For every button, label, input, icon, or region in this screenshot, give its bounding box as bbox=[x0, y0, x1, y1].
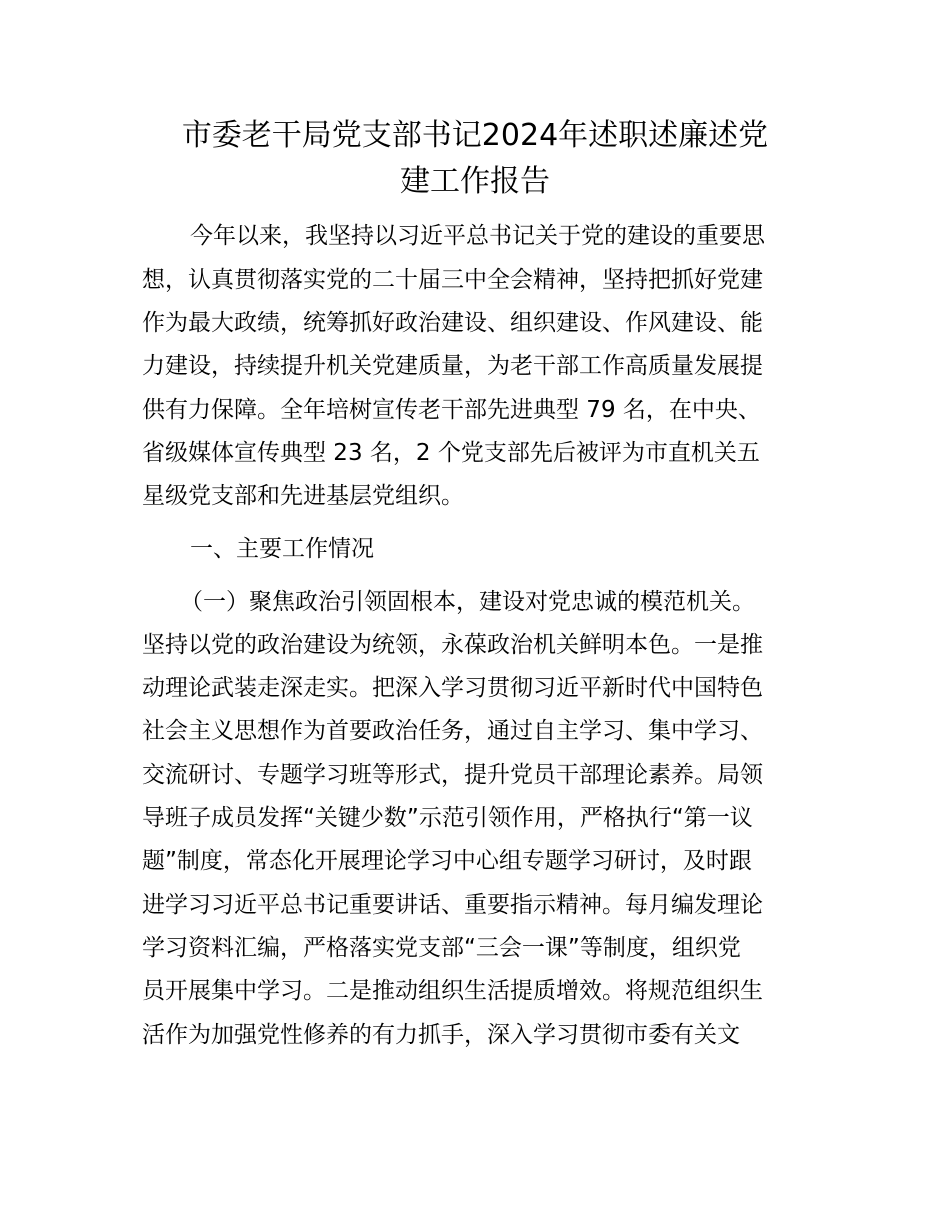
body-paragraph-line: 进学习习近平总书记重要讲话、重要指示精神。每月编发理论 bbox=[142, 892, 763, 918]
title-line-2: 建工作报告 bbox=[400, 164, 550, 199]
title-line-1: 市委老干局党支部书记2024年述职述廉述党 bbox=[181, 118, 769, 153]
intro-paragraph-line: 力建设，持续提升机关党建质量，为老干部工作高质量发展提 bbox=[142, 353, 763, 379]
body-paragraph-line: 导班子成员发挥“关键少数”示范引领作用，严格执行“第一议 bbox=[142, 805, 753, 831]
intro-paragraph-line: 想，认真贯彻落实党的二十届三中全会精神，坚持把抓好党建 bbox=[142, 267, 763, 293]
body-paragraph-line: 活作为加强党性修养的有力抓手，深入学习贯彻市委有关文 bbox=[142, 1022, 740, 1048]
body-paragraph-line: 员开展集中学习。二是推动组织生活提质增效。将规范组织生 bbox=[142, 978, 763, 1004]
section-heading: 一、主要工作情况 bbox=[190, 536, 374, 562]
document-title bbox=[120, 113, 830, 205]
body-paragraph-line: 题”制度，常态化开展理论学习中心组专题学习研讨，及时跟 bbox=[142, 848, 752, 874]
body-paragraph-line: 动理论武装走深走实。把深入学习贯彻习近平新时代中国特色 bbox=[142, 675, 763, 701]
body-paragraph-line: 学习资料汇编，严格落实党支部“三会一课”等制度，组织党 bbox=[142, 935, 741, 961]
intro-paragraph-line: 星级党支部和先进基层党组织。 bbox=[142, 483, 464, 509]
intro-paragraph-line: 作为最大政绩，统筹抓好政治建设、组织建设、作风建设、能 bbox=[142, 310, 763, 336]
intro-paragraph-line: 供有力保障。全年培树宣传老干部先进典型 79 名，在中央、 bbox=[142, 397, 761, 423]
body-paragraph-line: 坚持以党的政治建设为统领，永葆政治机关鲜明本色。一是推 bbox=[142, 632, 763, 658]
subsection-heading-line: （一）聚焦政治引领固根本，建设对党忠诚的模范机关。 bbox=[180, 589, 755, 615]
body-paragraph-line: 交流研讨、专题学习班等形式，提升党员干部理论素养。局领 bbox=[142, 762, 763, 788]
intro-paragraph-line: 省级媒体宣传典型 23 名，2 个党支部先后被评为市直机关五 bbox=[142, 440, 760, 466]
body-paragraph-line: 社会主义思想作为首要政治任务，通过自主学习、集中学习、 bbox=[142, 718, 763, 744]
intro-paragraph-line: 今年以来，我坚持以习近平总书记关于党的建设的重要思 bbox=[190, 223, 765, 249]
